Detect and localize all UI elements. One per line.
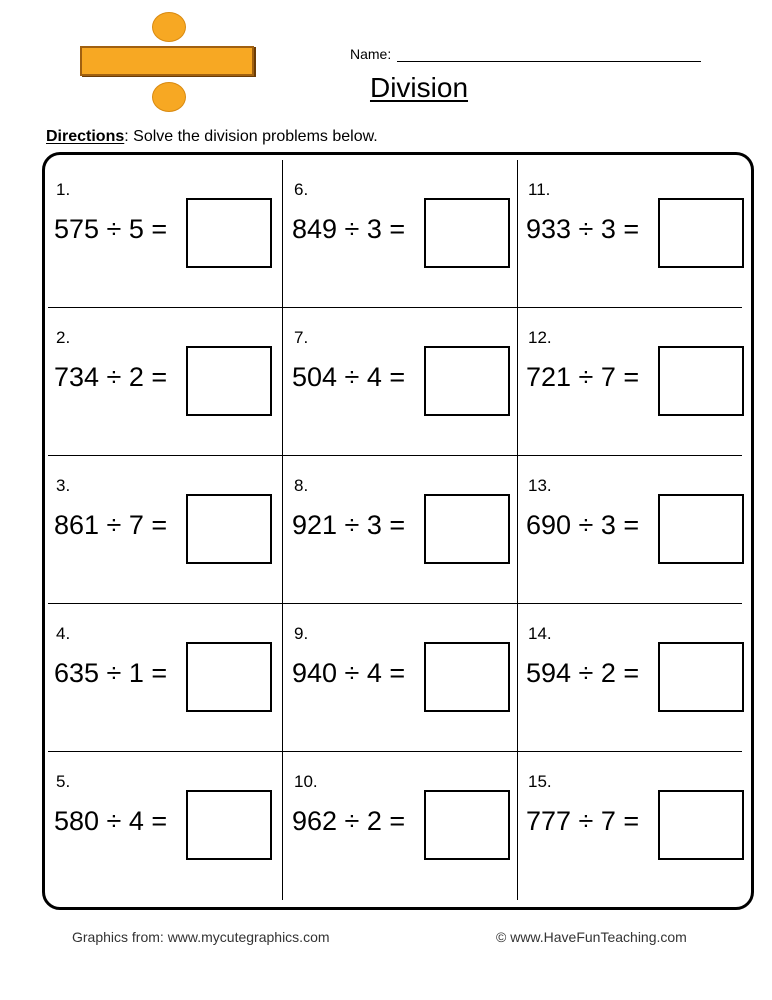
graphics-credit: Graphics from: www.mycutegraphics.com <box>72 929 330 945</box>
directions <box>46 128 378 146</box>
problem-number: 15. <box>528 772 552 791</box>
problem-number: 5. <box>56 772 71 791</box>
answer-box[interactable] <box>424 642 510 712</box>
name-field[interactable] <box>397 47 701 62</box>
problem-expression: 690 ÷ 3 = <box>526 510 640 540</box>
problem-number: 11. <box>528 180 551 199</box>
problem-cell <box>46 158 278 306</box>
problem-expression: 721 ÷ 7 = <box>526 362 640 392</box>
problem-number: 14. <box>528 624 552 643</box>
problem-expression: 940 ÷ 4 = <box>292 658 406 688</box>
problem-number: 9. <box>294 624 309 643</box>
answer-box[interactable] <box>186 494 272 564</box>
problem-cell <box>518 454 750 602</box>
answer-box[interactable] <box>186 642 272 712</box>
problem-expression: 921 ÷ 3 = <box>292 510 406 540</box>
name-label: Name: <box>350 46 392 62</box>
problem-expression: 734 ÷ 2 = <box>54 362 168 392</box>
answer-box[interactable] <box>186 198 272 268</box>
answer-box[interactable] <box>424 790 510 860</box>
problem-expression: 962 ÷ 2 = <box>292 806 406 836</box>
problem-cell <box>518 158 750 306</box>
problem-cell <box>284 306 516 454</box>
problem-cell <box>46 602 278 750</box>
directions-text: : Solve the division problems below. <box>124 128 378 145</box>
problem-cell <box>284 158 516 306</box>
answer-box[interactable] <box>658 642 744 712</box>
problem-cell <box>284 602 516 750</box>
answer-box[interactable] <box>658 790 744 860</box>
problem-cell <box>518 602 750 750</box>
problem-expression: 933 ÷ 3 = <box>526 214 640 244</box>
problem-number: 3. <box>56 476 71 495</box>
problem-cell <box>518 750 750 898</box>
problem-cell <box>284 750 516 898</box>
problem-number: 12. <box>528 328 552 347</box>
answer-box[interactable] <box>186 346 272 416</box>
problem-number: 13. <box>528 476 552 495</box>
problem-expression: 594 ÷ 2 = <box>526 658 640 688</box>
problem-number: 2. <box>56 328 71 347</box>
problem-expression: 504 ÷ 4 = <box>292 362 406 392</box>
problem-expression: 777 ÷ 7 = <box>526 806 640 836</box>
answer-box[interactable] <box>658 198 744 268</box>
division-dot-top <box>152 12 186 42</box>
problem-number: 1. <box>56 180 71 199</box>
answer-box[interactable] <box>658 346 744 416</box>
problem-cell <box>46 306 278 454</box>
directions-label: Directions <box>46 128 125 145</box>
problem-cell <box>518 306 750 454</box>
problem-expression: 635 ÷ 1 = <box>54 658 168 688</box>
copyright-notice: © www.HaveFunTeaching.com <box>496 929 687 945</box>
problem-expression: 575 ÷ 5 = <box>54 214 168 244</box>
name-row <box>350 46 701 62</box>
problem-cell <box>46 454 278 602</box>
problem-expression: 580 ÷ 4 = <box>54 806 168 836</box>
answer-box[interactable] <box>658 494 744 564</box>
problem-number: 10. <box>294 772 318 791</box>
answer-box[interactable] <box>424 198 510 268</box>
problem-cell <box>284 454 516 602</box>
problem-expression: 849 ÷ 3 = <box>292 214 406 244</box>
answer-box[interactable] <box>424 494 510 564</box>
problem-expression: 861 ÷ 7 = <box>54 510 168 540</box>
problem-number: 7. <box>294 328 309 347</box>
answer-box[interactable] <box>424 346 510 416</box>
column-divider <box>282 160 283 900</box>
problem-number: 6. <box>294 180 309 199</box>
answer-box[interactable] <box>186 790 272 860</box>
problem-number: 8. <box>294 476 309 495</box>
problem-number: 4. <box>56 624 71 643</box>
problem-cell <box>46 750 278 898</box>
page-title: Division <box>369 72 469 103</box>
